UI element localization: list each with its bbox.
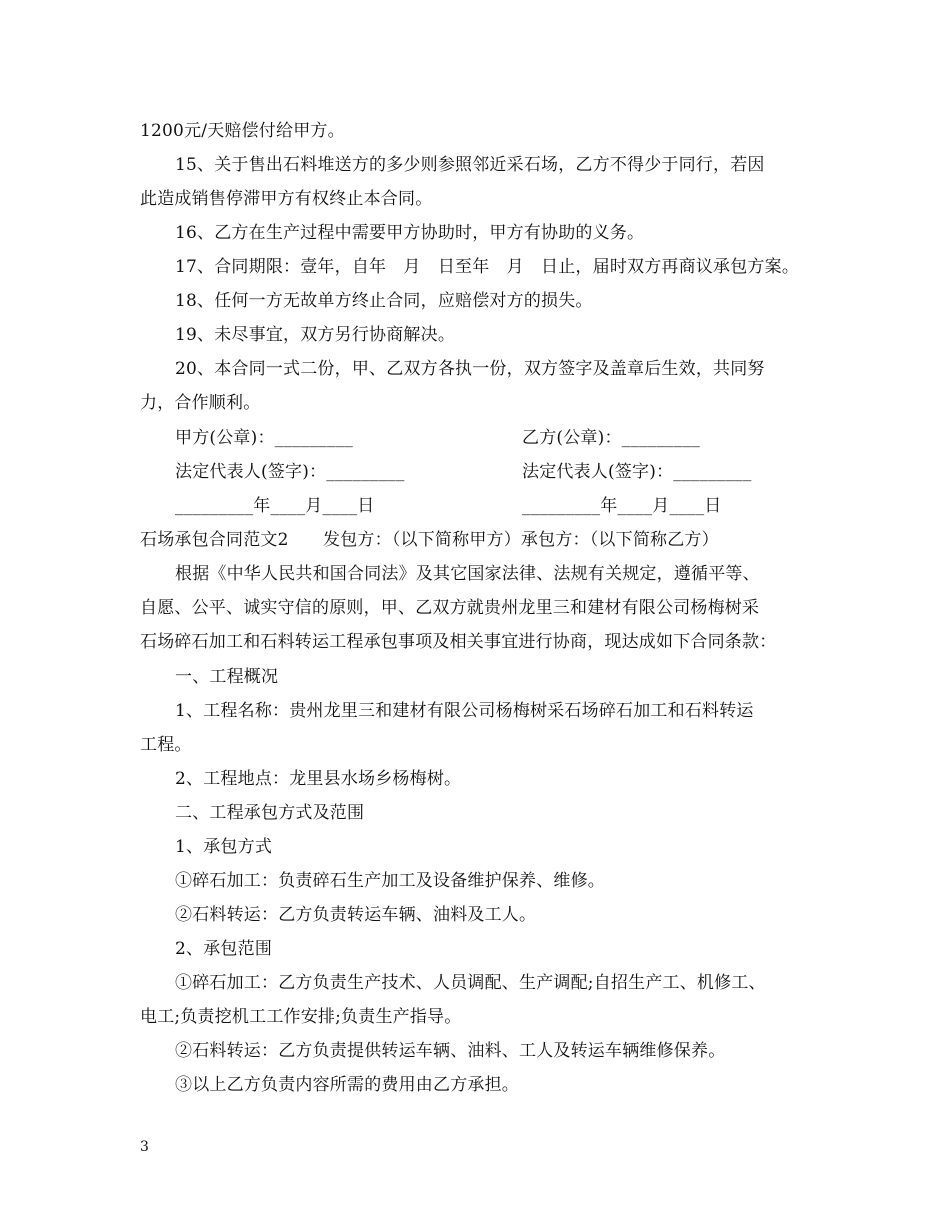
text-line: 20、本合同一式二份，甲、乙双方各执一份，双方签字及盖章后生效，共同努 — [175, 359, 765, 379]
text-line: 电工;负责挖机工工作安排;负责生产指导。 — [140, 1007, 462, 1027]
text-line: 一、工程概况 — [175, 667, 279, 687]
text-line: 1200元/天赔偿付给甲方。 — [140, 121, 345, 141]
text-line: 根据《中华人民共和国合同法》及其它国家法律、法规有关规定，遵循平等、 — [175, 564, 760, 584]
page-number: 3 — [140, 1139, 149, 1155]
party-a-date: _________年____月____日 — [175, 496, 375, 516]
text-line: 19、未尽事宜，双方另行协商解决。 — [175, 325, 456, 345]
party-a-representative: 法定代表人(签字)：_________ — [175, 462, 405, 482]
text-line: ①碎石加工：乙方负责生产技术、人员调配、生产调配;自招生产工、机修工、 — [175, 973, 766, 993]
text-line: ②石料转运：乙方负责转运车辆、油料及工人。 — [175, 905, 537, 925]
section-heading: 石场承包合同范文2 发包方：（以下简称甲方）承包方：（以下简称乙方） — [140, 530, 719, 550]
text-line: ③以上乙方负责内容所需的费用由乙方承担。 — [175, 1075, 519, 1095]
text-line: 2、承包范围 — [175, 939, 273, 959]
text-line: 2、工程地点：龙里县水场乡杨梅树。 — [175, 769, 462, 789]
party-b-representative: 法定代表人(签字)：_________ — [522, 462, 752, 482]
text-line: 力，合作顺利。 — [140, 393, 261, 413]
text-line: ①碎石加工：负责碎石生产加工及设备维护保养、维修。 — [175, 871, 605, 891]
text-line: 18、任何一方无故单方终止合同，应赔偿对方的损失。 — [175, 291, 593, 311]
text-line: 1、承包方式 — [175, 837, 273, 857]
text-line: 17、合同期限：壹年，自年 月 日至年 月 日止，届时双方再商议承包方案。 — [175, 257, 800, 277]
text-line: 16、乙方在生产过程中需要甲方协助时，甲方有协助的义务。 — [175, 223, 645, 243]
text-line: 1、工程名称：贵州龙里三和建材有限公司杨梅树采石场碎石加工和石料转运 — [175, 701, 754, 721]
party-b-date: _________年____月____日 — [522, 496, 722, 516]
text-line: 自愿、公平、诚实守信的原则，甲、乙双方就贵州龙里三和建材有限公司杨梅树采 — [140, 598, 760, 618]
text-line: 15、关于售出石料堆送方的多少则参照邻近采石场，乙方不得少于同行，若因 — [175, 155, 765, 175]
text-line: ②石料转运：乙方负责提供转运车辆、油料、工人及转运车辆维修保养。 — [175, 1041, 726, 1061]
party-a-seal: 甲方(公章)：_________ — [175, 428, 353, 448]
text-line: 二、工程承包方式及范围 — [175, 803, 365, 823]
text-line: 工程。 — [140, 735, 192, 755]
text-line: 石场碎石加工和石料转运工程承包事项及相关事宜进行协商，现达成如下合同条款： — [140, 632, 777, 652]
party-b-seal: 乙方(公章)：_________ — [522, 428, 700, 448]
text-line: 此造成销售停滞甲方有权终止本合同。 — [140, 189, 433, 209]
